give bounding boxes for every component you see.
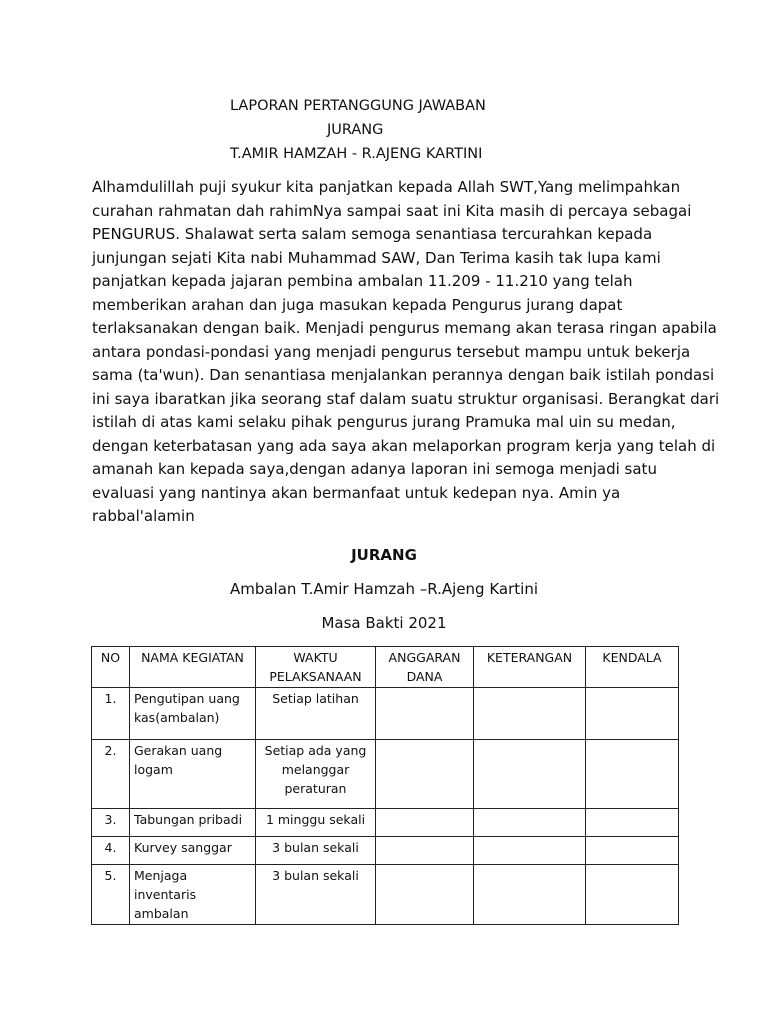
cell-nama-kegiatan: Tabungan pribadi: [130, 809, 256, 837]
report-subtitle-ambalan: T.AMIR HAMZAH - R.AJENG KARTINI: [230, 146, 483, 162]
cell-waktu-pelaksanaan: 1 minggu sekali: [256, 809, 376, 837]
cell-nama-kegiatan: Kurvey sanggar: [130, 837, 256, 865]
cell-kendala: [586, 837, 679, 865]
cell-kendala: [586, 809, 679, 837]
cell-anggaran-dana: [376, 865, 474, 925]
paragraph-line: PENGURUS. Shalawat serta salam semoga senantiasa tercurahkan kepada: [92, 225, 653, 243]
cell-waktu-pelaksanaan: Setiap ada yang melanggar peraturan: [256, 740, 376, 809]
cell-nama-kegiatan: Gerakan uang logam: [130, 740, 256, 809]
cell-no: 5.: [92, 865, 130, 925]
cell-anggaran-dana: [376, 740, 474, 809]
paragraph-line: ini saya ibaratkan jika seorang staf dalam suatu struktur organisasi. Berangkat dari: [92, 389, 720, 408]
header-anggaran-dana: ANGGARAN DANA: [376, 647, 474, 688]
paragraph-line: terlaksanakan dengan baik. Menjadi pengurus memang akan terasa ringan apabila: [92, 319, 717, 337]
cell-waktu-pelaksanaan: Setiap latihan: [256, 688, 376, 740]
paragraph-line: sama (ta'wun). Dan senantiasa menjalankan perannya dengan baik istilah pondasi: [92, 366, 715, 384]
cell-waktu-pelaksanaan: 3 bulan sekali: [256, 837, 376, 865]
paragraph-line: dengan keterbatasan yang ada saya akan melaporkan program kerja yang telah di: [92, 436, 716, 455]
cell-waktu-pelaksanaan: 3 bulan sekali: [256, 865, 376, 925]
paragraph-line: rabbal'alamin: [92, 507, 195, 525]
cell-keterangan: [474, 809, 586, 837]
cell-nama-kegiatan: Pengutipan uang kas(ambalan): [130, 688, 256, 740]
header-kendala: KENDALA: [586, 647, 679, 688]
cell-keterangan: [474, 688, 586, 740]
header-nama-kegiatan: NAMA KEGIATAN: [130, 647, 256, 688]
cell-keterangan: [474, 740, 586, 809]
opening-paragraph: [92, 176, 720, 529]
table-row: [92, 837, 679, 865]
table-row: [92, 865, 679, 925]
header-waktu-pelaksanaan: WAKTU PELAKSANAAN: [256, 647, 376, 688]
report-title: LAPORAN PERTANGGUNG JAWABAN: [230, 98, 486, 114]
table-row: [92, 688, 679, 740]
paragraph-line: evaluasi yang nantinya akan bermanfaat untuk kedepan nya. Amin ya: [92, 483, 621, 502]
table-row: [92, 740, 679, 809]
paragraph-line: istilah di atas kami selaku pihak pengurus jurang Pramuka mal uin su medan,: [92, 413, 676, 431]
paragraph-line: amanah kan kepada saya,dengan adanya laporan ini semoga menjadi satu: [92, 460, 657, 478]
report-subtitle-jurang: JURANG: [327, 122, 384, 138]
cell-no: 1.: [92, 688, 130, 740]
paragraph-line: antara pondasi-pondasi yang menjadi pengurus tersebut mampu untuk bekerja: [92, 342, 691, 361]
cell-keterangan: [474, 865, 586, 925]
paragraph-line: panjatkan kepada jajaran pembina ambalan 11.209 - 11.210 yang telah: [92, 272, 633, 290]
cell-anggaran-dana: [376, 688, 474, 740]
cell-kendala: [586, 688, 679, 740]
paragraph-line: junjungan sejati Kita nabi Muhammad SAW, Dan Terima kasih tak lupa kami: [92, 248, 661, 267]
cell-no: 2.: [92, 740, 130, 809]
cell-nama-kegiatan: Menjaga inventaris ambalan: [130, 865, 256, 925]
table-row: [92, 809, 679, 837]
section-title: JURANG: [351, 546, 417, 564]
activity-table: [91, 646, 679, 925]
header-no: NO: [92, 647, 130, 688]
paragraph-line: memberikan arahan dan juga masukan kepada Pengurus jurang dapat: [92, 295, 623, 314]
paragraph-line: curahan rahmatan dah rahimNya sampai saat ini Kita masih di percaya sebagai: [92, 201, 692, 220]
cell-keterangan: [474, 837, 586, 865]
table-header-row: [92, 647, 679, 688]
section-period: Masa Bakti 2021: [321, 614, 447, 632]
cell-anggaran-dana: [376, 809, 474, 837]
cell-no: 4.: [92, 837, 130, 865]
cell-kendala: [586, 740, 679, 809]
cell-anggaran-dana: [376, 837, 474, 865]
cell-kendala: [586, 865, 679, 925]
paragraph-line: Alhamdulillah puji syukur kita panjatkan kepada Allah SWT,Yang melimpahkan: [92, 178, 681, 196]
cell-no: 3.: [92, 809, 130, 837]
section-subtitle: Ambalan T.Amir Hamzah –R.Ajeng Kartini: [229, 580, 539, 598]
header-keterangan: KETERANGAN: [474, 647, 586, 688]
